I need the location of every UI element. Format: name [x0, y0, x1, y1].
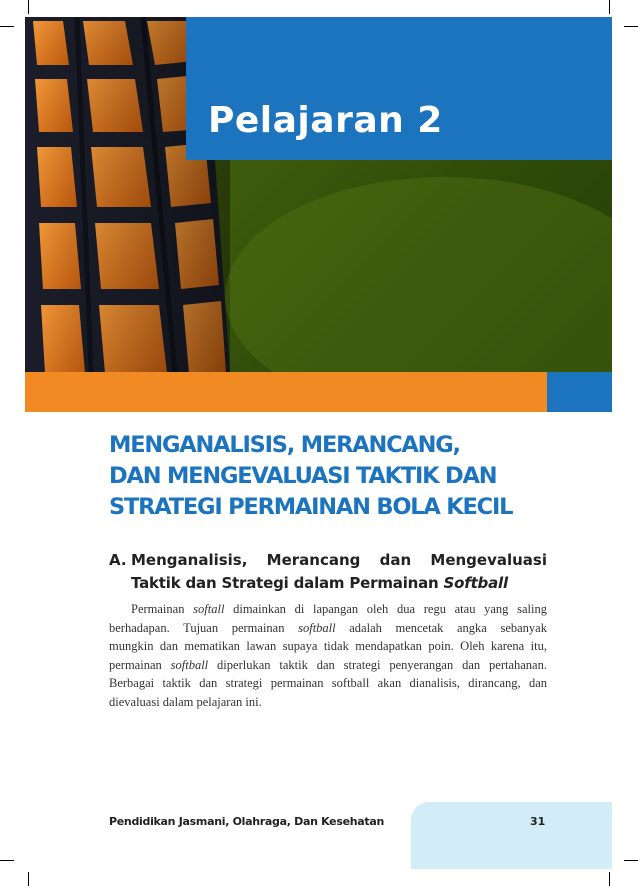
text: adalah mencetak angka sebanyak: [335, 620, 547, 635]
paragraph-line: [109, 656, 547, 675]
paragraph-line: dievaluasi dalam pelajaran ini.: [109, 694, 262, 709]
text: dimainkan di lapangan oleh dua regu atau yang saling: [224, 602, 547, 616]
paragraph-line: mungkin dan mematikan lawan supaya tidak mendapatkan poin. Oleh karena itu,: [109, 639, 547, 654]
orange-accent-bar: [25, 372, 547, 412]
crop-mark: [0, 26, 14, 27]
text: Permainan: [131, 602, 194, 616]
crop-mark: [28, 0, 29, 14]
footer-book-title: Pendidikan Jasmani, Olahraga, Dan Kesehatan: [109, 815, 385, 828]
blue-accent-strip: [547, 372, 612, 412]
italic-term: softall: [193, 602, 225, 616]
chapter-title: [109, 430, 559, 523]
body-paragraph: [109, 600, 547, 712]
paragraph-line: [109, 600, 547, 619]
chapter-title-line: MENGANALISIS, MERANCANG,: [109, 432, 460, 458]
crop-mark: [624, 26, 638, 27]
footer-tab: [411, 802, 612, 869]
lesson-title: Pelajaran 2: [208, 100, 443, 141]
crop-mark: [0, 860, 14, 861]
crop-mark: [28, 872, 29, 886]
crop-mark: [609, 872, 610, 886]
page-number: 31: [530, 815, 546, 828]
chapter-title-line: STRATEGI PERMAINAN BOLA KECIL: [109, 494, 513, 520]
italic-term: softball: [170, 657, 209, 672]
section-title-line: [131, 572, 508, 595]
crop-mark: [609, 0, 610, 14]
crop-mark: [624, 860, 638, 861]
section-title-line: Menganalisis, Merancang dan Mengevaluasi: [131, 551, 547, 569]
italic-term: softball: [298, 620, 336, 635]
section-title-emphasis: Softball: [443, 574, 508, 592]
paragraph-line: Berbagai taktik dan strategi permainan softball akan dianalisis, dirancang, dan: [109, 676, 547, 691]
chapter-title-line: DAN MENGEVALUASI TAKTIK DAN: [109, 463, 497, 489]
section-title-text: Taktik dan Strategi dalam Permainan: [131, 574, 444, 592]
text: diperlukan taktik dan strategi penyerangan dan pertahanan.: [208, 657, 547, 672]
text: permainan: [109, 657, 171, 672]
paragraph-line: [109, 619, 547, 638]
text: berhadapan. Tujuan permainan: [109, 620, 299, 635]
section-letter: A.: [109, 551, 127, 569]
